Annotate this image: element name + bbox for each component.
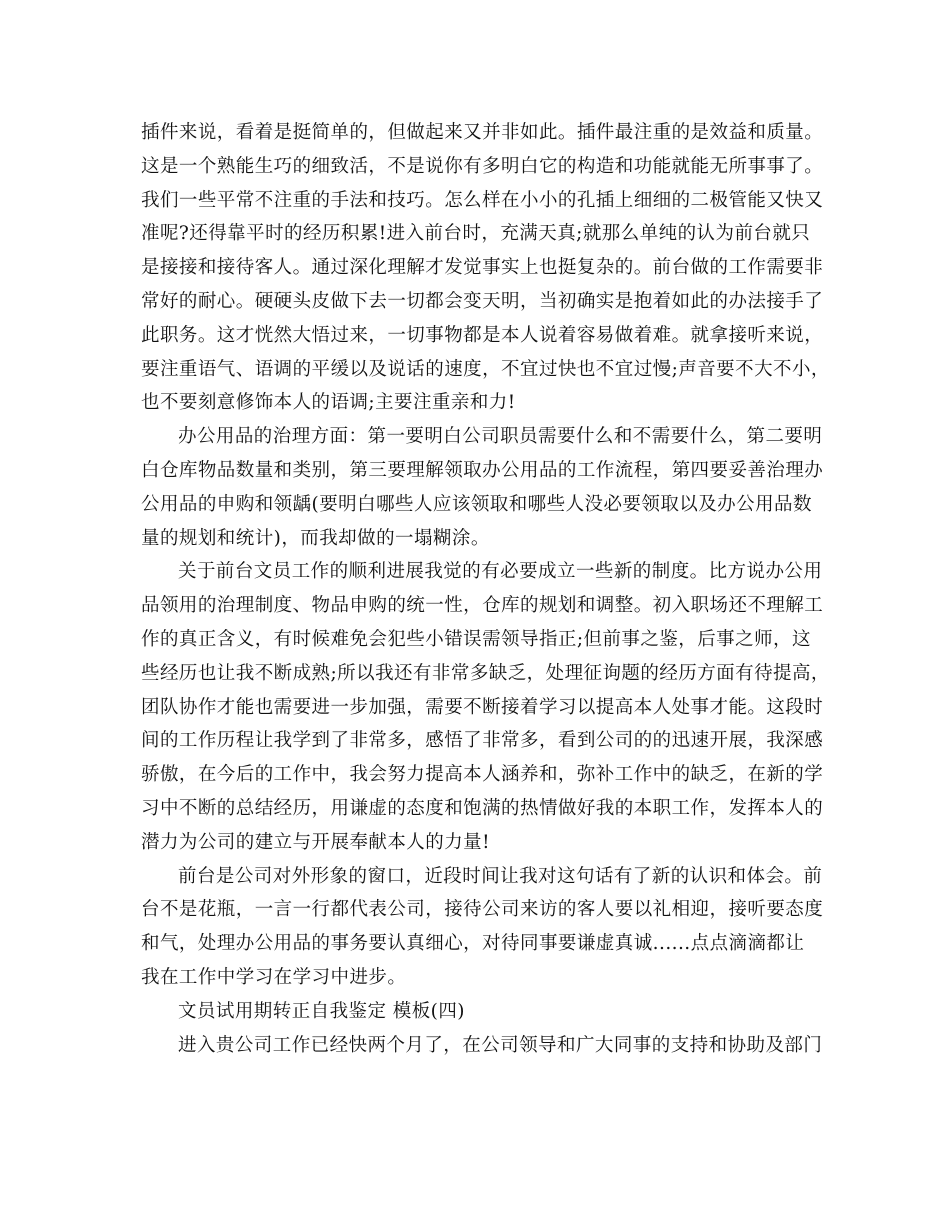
- text-line: 此职务。这才恍然大悟过来，一切事物都是本人说着容易做着难。就拿接听来说，: [141, 324, 824, 346]
- text-line: 文员试用期转正自我鉴定 模板(四): [178, 1000, 465, 1022]
- text-line: 白仓库物品数量和类别，第三要理解领取办公用品的工作流程，第四要妥善治理办: [141, 459, 824, 481]
- paragraph-p3: [141, 555, 841, 859]
- text-line: 量的规划和统计)，而我却做的一塌糊涂。: [141, 527, 490, 549]
- text-line: 和气，处理办公用品的事务要认真细心，对待同事要谦虚真诚......点点滴滴都让: [141, 933, 805, 955]
- text-line: 准呢?还得靠平时的经历积累!进入前台时，充满天真;就那么单纯的认为前台就只: [141, 223, 811, 245]
- text-line: 这是一个熟能生巧的细致活，不是说你有多明白它的构造和功能就能无所事事了。: [141, 155, 824, 177]
- text-line: 我在工作中学习在学习中进步。: [141, 966, 407, 988]
- text-line: 关于前台文员工作的顺利进展我觉的有必要成立一些新的制度。比方说办公用: [178, 561, 823, 583]
- text-line: 办公用品的治理方面：第一要明白公司职员需要什么和不需要什么，第二要明: [178, 426, 823, 448]
- text-line: 潜力为公司的建立与开展奉献本人的力量!: [141, 831, 490, 853]
- text-line: 我们一些平常不注重的手法和技巧。怎么样在小小的孔插上细细的二极管能又快又: [141, 189, 824, 211]
- text-line: 要注重语气、语调的平缓以及说话的速度，不宜过快也不宜过慢;声音要不大不小，: [141, 358, 830, 380]
- text-line: 前台是公司对外形象的窗口，近段时间让我对这句话有了新的认识和体会。前: [178, 865, 823, 887]
- text-line: 公用品的申购和领龋(要明白哪些人应该领取和哪些人没必要领取以及办公用品数: [141, 493, 812, 515]
- text-line: 插件来说，看着是挺简单的，但做起来又并非如此。插件最注重的是效益和质量。: [141, 122, 824, 143]
- text-line: 习中不断的总结经历，用谦虚的态度和饱满的热情做好我的本职工作，发挥本人的: [141, 797, 824, 819]
- text-line: 些经历也让我不断成熟;所以我还有非常多缺乏，处理征询题的经历方面有待提高，: [141, 662, 830, 684]
- text-line: 团队协作才能也需要进一步加强，需要不断接着学习以提高本人处事才能。这段时: [141, 696, 824, 718]
- text-line: 是接接和接待客人。通过深化理解才发觉事实上也挺复杂的。前台做的工作需要非: [141, 257, 824, 279]
- paragraph-p5: [141, 995, 841, 1029]
- text-line: 作的真正含义，有时候难免会犯些小错误需领导指正;但前事之鉴，后事之师，这: [141, 628, 811, 650]
- text-line: 骄傲，在今后的工作中，我会努力提高本人涵养和，弥补工作中的缺乏，在新的学: [141, 764, 824, 786]
- text-line: 间的工作历程让我学到了非常多，感悟了非常多，看到公司的的迅速开展，我深感: [141, 730, 824, 752]
- paragraph-p1: [141, 116, 841, 420]
- text-line: 进入贵公司工作已经快两个月了，在公司领导和广大同事的支持和协助及部门: [178, 1034, 823, 1056]
- paragraph-p2: [141, 420, 841, 555]
- paragraph-p6: [141, 1029, 841, 1063]
- text-line: 常好的耐心。硬硬头皮做下去一切都会变天明，当初确实是抱着如此的办法接手了: [141, 290, 824, 312]
- document-body: [141, 116, 841, 1062]
- text-line: 台不是花瓶，一言一行都代表公司，接待公司来访的客人要以礼相迎，接听要态度: [141, 899, 824, 921]
- paragraph-p4: [141, 860, 841, 995]
- text-line: 品领用的治理制度、物品申购的统一性，仓库的规划和调整。初入职场还不理解工: [141, 595, 824, 617]
- text-line: 也不要刻意修饰本人的语调;主要注重亲和力!: [141, 392, 516, 414]
